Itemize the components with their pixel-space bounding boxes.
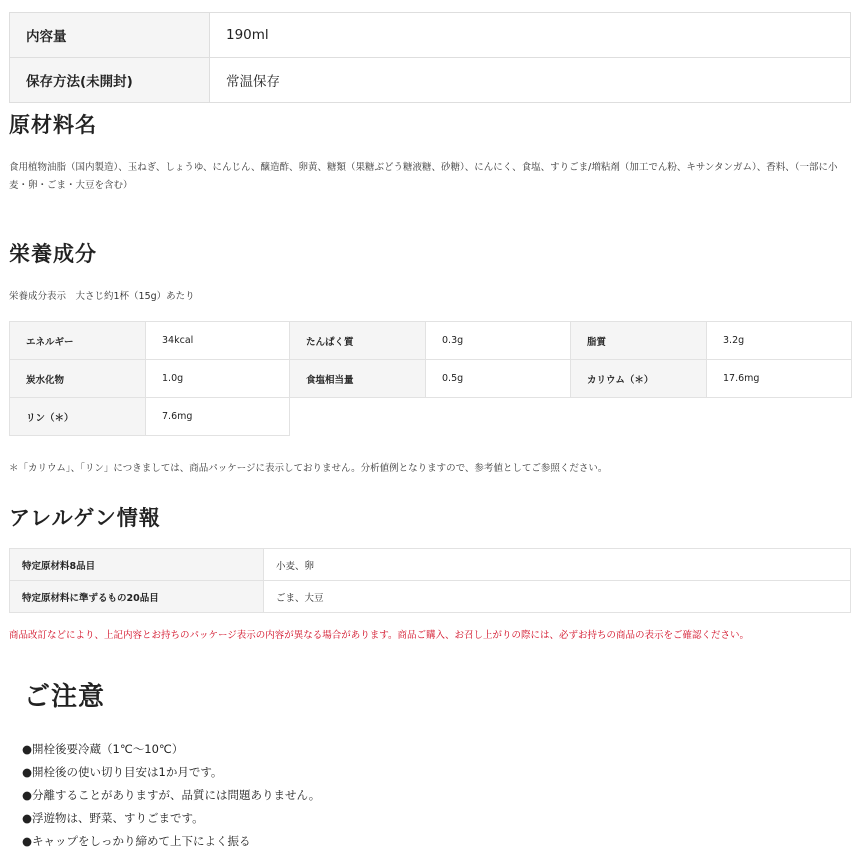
caution-heading: ご注意 bbox=[24, 682, 106, 712]
table-row bbox=[10, 322, 852, 360]
nutrient-value: 0.5g bbox=[426, 360, 571, 398]
nutrition-basis: 栄養成分表示 大さじ約1杯（15g）あたり bbox=[9, 291, 195, 302]
nutrient-value: 34kcal bbox=[146, 322, 290, 360]
table-row bbox=[10, 398, 852, 436]
allergy-warning: 商品改訂などにより、上記内容とお持ちのパッケージ表示の内容が異なる場合があります。商品ご購入、お召し上がりの際には、必ずお持ちの商品の表示をご確認ください。 bbox=[9, 630, 750, 641]
nutrient-value: 3.2g bbox=[707, 322, 852, 360]
spec-table bbox=[9, 12, 851, 103]
table-row bbox=[10, 58, 851, 103]
spec-value: 190ml bbox=[210, 13, 851, 58]
nutrient-label: たんぱく質 bbox=[290, 322, 426, 360]
nutrition-note: ＊「カリウム」、「リン」につきましては、商品パッケージに表示しておりません。分析値例となりますので、参考値としてご参照ください。 bbox=[9, 463, 608, 474]
spec-label: 内容量 bbox=[10, 13, 210, 58]
list-item: ●開栓後の使い切り目安は1か月です。 bbox=[22, 765, 223, 779]
nutrient-label: リン（＊） bbox=[10, 398, 146, 436]
table-row bbox=[10, 549, 851, 581]
nutrient-value: 1.0g bbox=[146, 360, 290, 398]
table-row bbox=[10, 581, 851, 613]
nutrient-value: 0.3g bbox=[426, 322, 571, 360]
nutrient-label: 炭水化物 bbox=[10, 360, 146, 398]
nutrient-value: 7.6mg bbox=[146, 398, 290, 436]
list-item: ●開栓後要冷蔵（1℃〜10℃） bbox=[22, 742, 184, 756]
empty-cell bbox=[290, 398, 426, 436]
empty-cell bbox=[571, 398, 707, 436]
nutrient-value: 17.6mg bbox=[707, 360, 852, 398]
list-item: ●分離することがありますが、品質には問題ありません。 bbox=[22, 788, 321, 802]
allergy-label: 特定原材料に準ずるもの20品目 bbox=[10, 581, 264, 613]
table-row bbox=[10, 13, 851, 58]
allergy-table bbox=[9, 548, 851, 613]
empty-cell bbox=[426, 398, 571, 436]
nutrient-label: エネルギー bbox=[10, 322, 146, 360]
caution-list bbox=[22, 740, 320, 855]
nutrient-label: 脂質 bbox=[571, 322, 707, 360]
spec-label: 保存方法(未開封) bbox=[10, 58, 210, 103]
nutrient-label: カリウム（＊） bbox=[571, 360, 707, 398]
allergy-label: 特定原材料8品目 bbox=[10, 549, 264, 581]
table-row bbox=[10, 360, 852, 398]
allergy-value: ごま、大豆 bbox=[264, 581, 851, 613]
empty-cell bbox=[707, 398, 852, 436]
list-item: ●キャップをしっかり締めて上下によく振る bbox=[22, 834, 251, 848]
spec-value: 常温保存 bbox=[210, 58, 851, 103]
nutrient-label: 食塩相当量 bbox=[290, 360, 426, 398]
nutrition-heading: 栄養成分 bbox=[9, 242, 97, 266]
list-item: ●浮遊物は、野菜、すりごまです。 bbox=[22, 811, 204, 825]
ingredients-text: 食用植物油脂（国内製造）、玉ねぎ、しょうゆ、にんじん、醸造酢、卵黄、糖類（果糖ぶどう糖液糖、砂糖）、にんにく、食塩、すりごま/増粘剤（加工でん粉、キサンタンガム）、香料、（一部に小麦・卵・ごま・大豆を含む） bbox=[9, 162, 838, 191]
allergy-heading: アレルゲン情報 bbox=[9, 506, 161, 530]
allergy-value: 小麦、卵 bbox=[264, 549, 851, 581]
ingredients-heading: 原材料名 bbox=[9, 113, 97, 137]
nutrition-table bbox=[9, 321, 852, 436]
